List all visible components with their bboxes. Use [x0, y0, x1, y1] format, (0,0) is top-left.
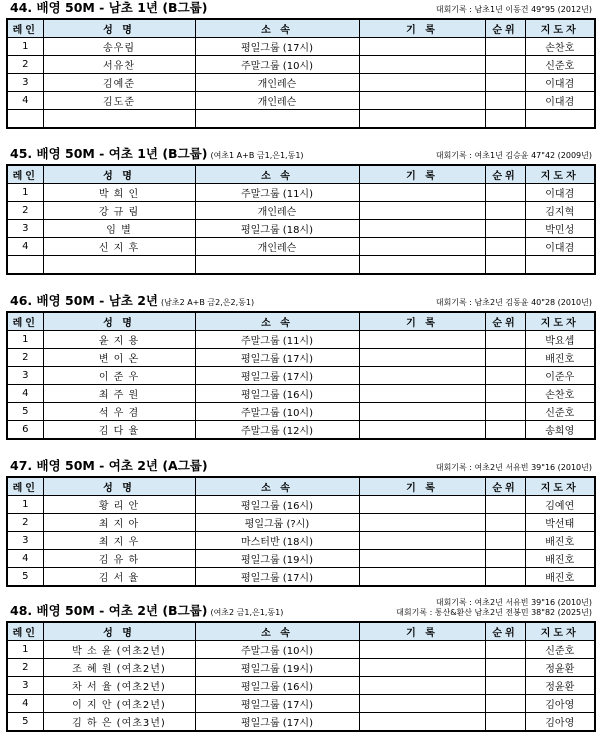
event-title-text: 45. 배영 50M - 여초 1년 (B그룹)	[10, 146, 208, 161]
cell-record	[359, 238, 485, 256]
cell-coach: 이대겸	[525, 184, 595, 202]
cell-rank	[485, 92, 525, 110]
table-row	[7, 695, 595, 713]
cell-name: 석 우 겸	[43, 403, 195, 421]
event-note: (여초1 A+B 금1,은1,동1)	[210, 151, 304, 160]
table-row	[7, 110, 595, 129]
event-header	[6, 458, 594, 476]
cell-name: 조 혜 원 (여초2년)	[43, 659, 195, 677]
cell-lane: 3	[7, 220, 43, 238]
header-affiliation: 소 속	[195, 477, 359, 496]
record-line: 대회기록 : 남초1년 이동건 49"95 (2012년)	[435, 5, 592, 14]
cell-rank	[485, 38, 525, 56]
cell-rank	[485, 496, 525, 514]
header-record: 기 록	[359, 19, 485, 38]
cell-lane: 3	[7, 532, 43, 550]
event-record	[436, 298, 592, 308]
cell-lane: 3	[7, 677, 43, 695]
cell-affiliation: 평일그룹 (17시)	[195, 568, 359, 587]
cell-affiliation: 주말그룹 (10시)	[195, 403, 359, 421]
table-row	[7, 56, 595, 74]
cell-affiliation: 평일그룹 (19시)	[195, 550, 359, 568]
header-lane: 레인	[7, 312, 43, 331]
entry-table	[6, 18, 596, 129]
cell-record	[359, 713, 485, 732]
cell-rank	[485, 568, 525, 587]
cell-coach: 이대겸	[525, 74, 595, 92]
cell-rank	[485, 677, 525, 695]
cell-affiliation: 개인레슨	[195, 92, 359, 110]
header-row	[7, 622, 595, 641]
header-name: 성 명	[43, 622, 195, 641]
cell-affiliation: 개인레슨	[195, 202, 359, 220]
event-note: (여초2 금1,은1,동1)	[210, 608, 284, 617]
cell-lane: 1	[7, 38, 43, 56]
table-row	[7, 659, 595, 677]
cell-coach: 배진호	[525, 532, 595, 550]
cell-record	[359, 385, 485, 403]
cell-affiliation: 평일그룹 (?시)	[195, 514, 359, 532]
header-coach: 지도자	[525, 165, 595, 184]
cell-coach: 신준호	[525, 641, 595, 659]
table-row	[7, 349, 595, 367]
cell-record	[359, 184, 485, 202]
cell-coach: 손찬호	[525, 38, 595, 56]
table-row	[7, 184, 595, 202]
record-line: 대회기록 : 통산&환산 남초2년 전봉민 38"82 (2025년)	[396, 608, 592, 617]
table-row	[7, 641, 595, 659]
event-title	[10, 291, 254, 309]
cell-name: 이 준 우	[43, 367, 195, 385]
header-affiliation: 소 속	[195, 19, 359, 38]
cell-coach	[525, 256, 595, 275]
cell-affiliation: 주말그룹 (11시)	[195, 331, 359, 349]
table-row	[7, 713, 595, 732]
header-row	[7, 165, 595, 184]
table-row	[7, 514, 595, 532]
cell-name: 김 서 율	[43, 568, 195, 587]
header-name: 성 명	[43, 312, 195, 331]
cell-lane: 1	[7, 641, 43, 659]
cell-affiliation	[195, 110, 359, 129]
cell-lane	[7, 256, 43, 275]
cell-lane: 2	[7, 514, 43, 532]
cell-rank	[485, 349, 525, 367]
cell-affiliation: 개인레슨	[195, 74, 359, 92]
cell-lane	[7, 110, 43, 129]
header-rank: 순위	[485, 477, 525, 496]
cell-lane: 4	[7, 385, 43, 403]
cell-affiliation: 평일그룹 (17시)	[195, 695, 359, 713]
event-record	[436, 5, 592, 15]
cell-name: 박 희 인	[43, 184, 195, 202]
cell-affiliation: 주말그룹 (12시)	[195, 421, 359, 440]
cell-affiliation: 평일그룹 (16시)	[195, 385, 359, 403]
cell-name: 강 규 림	[43, 202, 195, 220]
header-lane: 레인	[7, 165, 43, 184]
cell-name: 김 유 하	[43, 550, 195, 568]
table-row	[7, 331, 595, 349]
cell-name: 김 하 은 (여초3년)	[43, 713, 195, 732]
cell-record	[359, 74, 485, 92]
cell-affiliation: 평일그룹 (19시)	[195, 659, 359, 677]
cell-record	[359, 568, 485, 587]
cell-name: 김 다 율	[43, 421, 195, 440]
cell-lane: 2	[7, 659, 43, 677]
header-rank: 순위	[485, 19, 525, 38]
event-header	[6, 293, 594, 311]
cell-name: 최 지 우	[43, 532, 195, 550]
cell-lane: 1	[7, 184, 43, 202]
event-title	[10, 456, 211, 474]
cell-record	[359, 532, 485, 550]
header-row	[7, 19, 595, 38]
cell-lane: 1	[7, 496, 43, 514]
cell-record	[359, 331, 485, 349]
cell-record	[359, 641, 485, 659]
cell-coach: 김아영	[525, 695, 595, 713]
header-record: 기 록	[359, 312, 485, 331]
cell-record	[359, 256, 485, 275]
cell-name: 최 지 아	[43, 514, 195, 532]
cell-lane: 2	[7, 202, 43, 220]
header-rank: 순위	[485, 165, 525, 184]
cell-coach	[525, 110, 595, 129]
cell-affiliation: 평일그룹 (17시)	[195, 367, 359, 385]
event-title-text: 48. 배영 50M - 여초 2년 (B그룹)	[10, 603, 208, 618]
event-note: (남초2 A+B 금2,은2,동1)	[161, 298, 255, 307]
entry-table	[6, 621, 596, 732]
cell-name: 서유찬	[43, 56, 195, 74]
cell-coach: 정윤환	[525, 677, 595, 695]
cell-affiliation: 마스터반 (18시)	[195, 532, 359, 550]
cell-rank	[485, 695, 525, 713]
header-row	[7, 312, 595, 331]
cell-affiliation: 평일그룹 (17시)	[195, 349, 359, 367]
cell-name: 변 이 온	[43, 349, 195, 367]
cell-affiliation: 평일그룹 (16시)	[195, 496, 359, 514]
cell-affiliation: 평일그룹 (17시)	[195, 38, 359, 56]
entry-table	[6, 476, 596, 587]
table-row	[7, 238, 595, 256]
table-row	[7, 421, 595, 440]
cell-record	[359, 349, 485, 367]
cell-rank	[485, 385, 525, 403]
cell-lane: 4	[7, 695, 43, 713]
cell-name: 임 별	[43, 220, 195, 238]
header-name: 성 명	[43, 477, 195, 496]
event-record	[436, 463, 592, 473]
cell-record	[359, 550, 485, 568]
cell-lane: 4	[7, 550, 43, 568]
cell-name: 최 주 원	[43, 385, 195, 403]
event-header	[6, 0, 594, 18]
cell-coach: 배진호	[525, 550, 595, 568]
cell-record	[359, 421, 485, 440]
cell-affiliation: 개인레슨	[195, 238, 359, 256]
table-row	[7, 550, 595, 568]
record-line: 대회기록 : 남초2년 김동윤 40"28 (2010년)	[435, 298, 592, 307]
cell-record	[359, 659, 485, 677]
event-record	[396, 598, 592, 618]
event-title	[10, 144, 304, 162]
cell-record	[359, 695, 485, 713]
table-row	[7, 367, 595, 385]
cell-rank	[485, 367, 525, 385]
cell-rank	[485, 238, 525, 256]
cell-lane: 5	[7, 403, 43, 421]
cell-lane: 4	[7, 238, 43, 256]
event-title-text: 44. 배영 50M - 남초 1년 (B그룹)	[10, 0, 208, 15]
cell-name	[43, 110, 195, 129]
cell-coach: 김아영	[525, 713, 595, 732]
cell-rank	[485, 659, 525, 677]
table-row	[7, 496, 595, 514]
cell-affiliation: 주말그룹 (10시)	[195, 641, 359, 659]
cell-record	[359, 92, 485, 110]
cell-lane: 3	[7, 367, 43, 385]
cell-name: 김도준	[43, 92, 195, 110]
cell-name: 황 리 안	[43, 496, 195, 514]
cell-coach: 박요셉	[525, 331, 595, 349]
cell-name: 박 소 윤 (여초2년)	[43, 641, 195, 659]
header-record: 기 록	[359, 165, 485, 184]
cell-rank	[485, 220, 525, 238]
cell-record	[359, 56, 485, 74]
cell-lane: 6	[7, 421, 43, 440]
entry-table	[6, 164, 596, 275]
header-row	[7, 477, 595, 496]
table-row	[7, 92, 595, 110]
cell-lane: 3	[7, 74, 43, 92]
table-row	[7, 74, 595, 92]
header-rank: 순위	[485, 312, 525, 331]
cell-lane: 1	[7, 331, 43, 349]
event-header	[6, 146, 594, 164]
cell-name: 차 서 율 (여초2년)	[43, 677, 195, 695]
cell-lane: 2	[7, 349, 43, 367]
cell-coach: 이대겸	[525, 92, 595, 110]
event-title	[10, 601, 283, 619]
event-48	[6, 598, 594, 732]
table-row	[7, 532, 595, 550]
record-line: 대회기록 : 여초2년 서유빈 39"16 (2010년)	[435, 463, 592, 472]
cell-record	[359, 514, 485, 532]
event-47	[6, 458, 594, 587]
cell-record	[359, 496, 485, 514]
header-rank: 순위	[485, 622, 525, 641]
table-row	[7, 38, 595, 56]
cell-affiliation: 평일그룹 (17시)	[195, 713, 359, 732]
cell-lane: 5	[7, 568, 43, 587]
cell-lane: 4	[7, 92, 43, 110]
table-row	[7, 202, 595, 220]
event-46	[6, 293, 594, 440]
event-header	[6, 598, 594, 621]
event-44	[6, 0, 594, 129]
cell-rank	[485, 74, 525, 92]
cell-name: 이 지 안 (여초2년)	[43, 695, 195, 713]
cell-lane: 5	[7, 713, 43, 732]
event-title-text: 46. 배영 50M - 남초 2년	[10, 293, 158, 308]
cell-coach: 박민성	[525, 220, 595, 238]
header-coach: 지도자	[525, 19, 595, 38]
cell-name: 신 지 후	[43, 238, 195, 256]
cell-rank	[485, 641, 525, 659]
event-45	[6, 146, 594, 275]
cell-coach: 김지혁	[525, 202, 595, 220]
cell-affiliation: 주말그룹 (11시)	[195, 184, 359, 202]
event-record	[436, 151, 592, 161]
cell-name	[43, 256, 195, 275]
cell-affiliation: 평일그룹 (16시)	[195, 677, 359, 695]
cell-affiliation: 평일그룹 (18시)	[195, 220, 359, 238]
cell-coach: 송희영	[525, 421, 595, 440]
table-row	[7, 403, 595, 421]
header-affiliation: 소 속	[195, 622, 359, 641]
cell-rank	[485, 403, 525, 421]
cell-record	[359, 202, 485, 220]
cell-rank	[485, 713, 525, 732]
cell-rank	[485, 184, 525, 202]
cell-record	[359, 38, 485, 56]
header-coach: 지도자	[525, 477, 595, 496]
header-lane: 레인	[7, 477, 43, 496]
event-title	[10, 0, 210, 16]
cell-rank	[485, 56, 525, 74]
table-row	[7, 568, 595, 587]
cell-record	[359, 367, 485, 385]
header-record: 기 록	[359, 622, 485, 641]
header-affiliation: 소 속	[195, 165, 359, 184]
cell-rank	[485, 532, 525, 550]
cell-coach: 신준호	[525, 56, 595, 74]
cell-rank	[485, 256, 525, 275]
record-line: 대회기록 : 여초2년 서유빈 39"16 (2010년)	[435, 598, 592, 607]
cell-record	[359, 403, 485, 421]
cell-coach: 배진호	[525, 349, 595, 367]
header-record: 기 록	[359, 477, 485, 496]
header-name: 성 명	[43, 165, 195, 184]
table-row	[7, 256, 595, 275]
cell-name: 윤 지 용	[43, 331, 195, 349]
cell-coach: 배진호	[525, 568, 595, 587]
cell-record	[359, 677, 485, 695]
header-lane: 레인	[7, 622, 43, 641]
header-affiliation: 소 속	[195, 312, 359, 331]
event-title-text: 47. 배영 50M - 여초 2년 (A그룹)	[10, 458, 208, 473]
cell-rank	[485, 550, 525, 568]
cell-rank	[485, 331, 525, 349]
cell-record	[359, 110, 485, 129]
cell-coach: 이준우	[525, 367, 595, 385]
header-coach: 지도자	[525, 312, 595, 331]
cell-affiliation: 주말그룹 (10시)	[195, 56, 359, 74]
header-name: 성 명	[43, 19, 195, 38]
cell-coach: 이대겸	[525, 238, 595, 256]
cell-rank	[485, 421, 525, 440]
table-row	[7, 677, 595, 695]
cell-coach: 신준호	[525, 403, 595, 421]
cell-rank	[485, 110, 525, 129]
cell-name: 송우림	[43, 38, 195, 56]
cell-coach: 박선태	[525, 514, 595, 532]
table-row	[7, 220, 595, 238]
cell-coach: 손찬호	[525, 385, 595, 403]
cell-record	[359, 220, 485, 238]
cell-name: 김예준	[43, 74, 195, 92]
cell-coach: 김예연	[525, 496, 595, 514]
cell-rank	[485, 202, 525, 220]
entry-table	[6, 311, 596, 440]
table-row	[7, 385, 595, 403]
header-coach: 지도자	[525, 622, 595, 641]
cell-coach: 정윤환	[525, 659, 595, 677]
record-line: 대회기록 : 여초1년 김승윤 47"42 (2009년)	[435, 151, 592, 160]
cell-affiliation	[195, 256, 359, 275]
cell-lane: 2	[7, 56, 43, 74]
header-lane: 레인	[7, 19, 43, 38]
cell-rank	[485, 514, 525, 532]
